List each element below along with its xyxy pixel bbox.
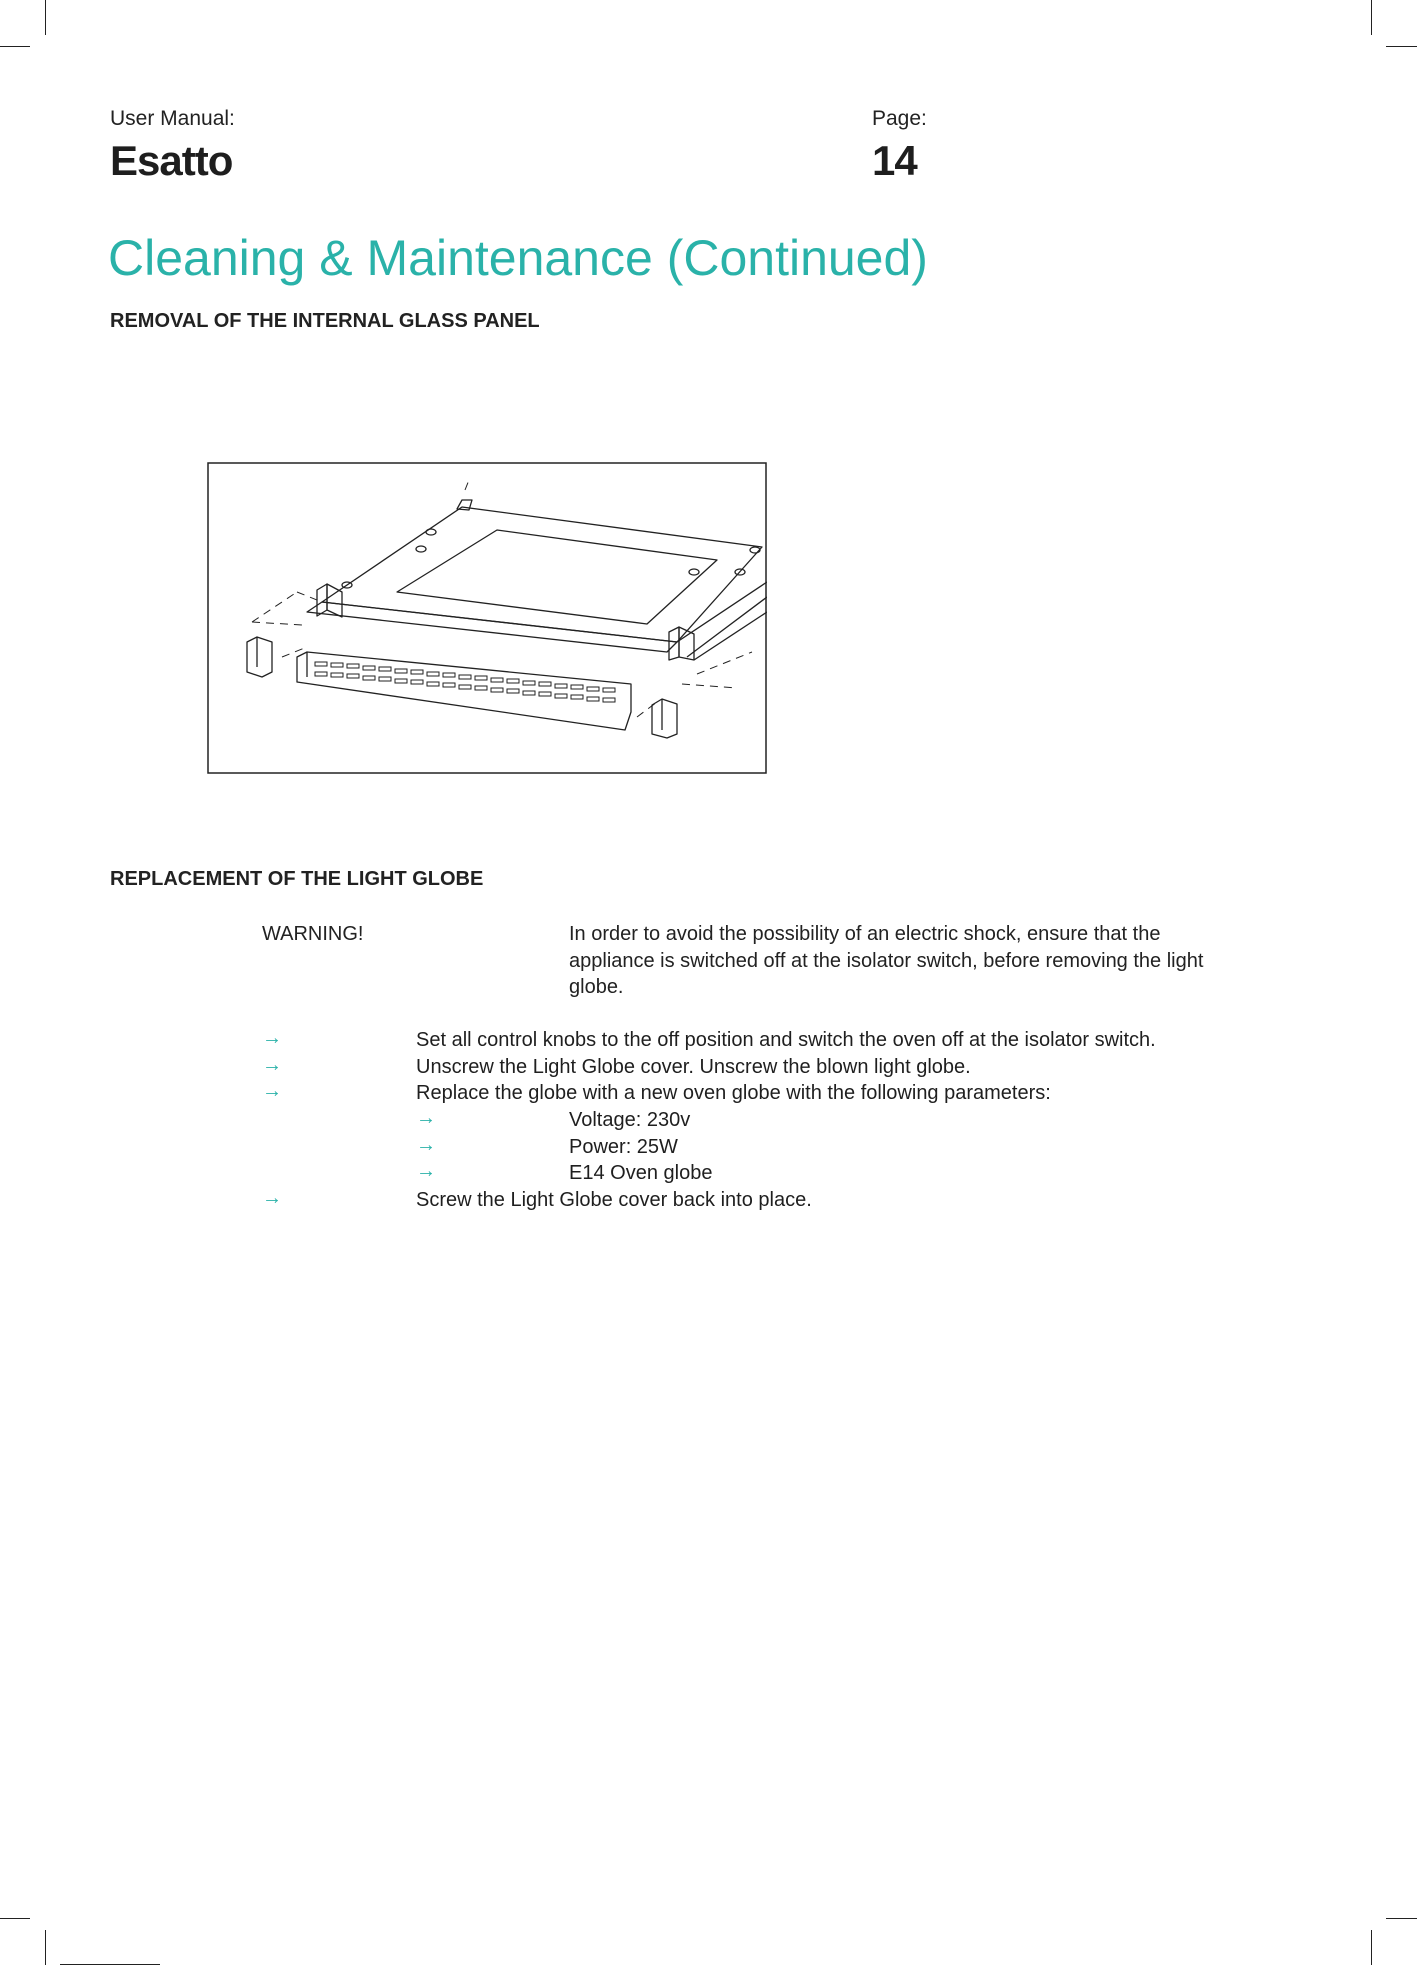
arrow-icon: → bbox=[416, 1134, 436, 1156]
page-label: Page: bbox=[872, 107, 927, 130]
crop-mark-bottom-left-v bbox=[45, 1930, 46, 1965]
section-heading-light-globe: REPLACEMENT OF THE LIGHT GLOBE bbox=[110, 868, 484, 890]
crop-mark-bottom-left-h bbox=[0, 1918, 30, 1919]
list-item: Unscrew the Light Globe cover. Unscrew the blown light globe. bbox=[416, 1056, 971, 1078]
warning-line: globe. bbox=[569, 976, 624, 998]
arrow-icon: → bbox=[416, 1160, 436, 1182]
crop-mark-top-left-v bbox=[45, 0, 46, 35]
brand-name: Esatto bbox=[110, 137, 233, 184]
arrow-icon: → bbox=[262, 1054, 282, 1076]
warning-text bbox=[569, 921, 1203, 1001]
parameter-item: E14 Oven globe bbox=[569, 1162, 713, 1184]
crop-mark-bottom-right-h bbox=[1386, 1918, 1417, 1919]
crop-mark-top-right-v bbox=[1371, 0, 1372, 35]
manual-label: User Manual: bbox=[110, 107, 235, 130]
arrow-icon: → bbox=[262, 1027, 282, 1049]
list-item: Set all control knobs to the off position and switch the oven off at the isolator switch. bbox=[416, 1029, 1156, 1051]
warning-label: WARNING! bbox=[262, 923, 364, 945]
warning-line: appliance is switched off at the isolator switch, before removing the light bbox=[569, 949, 1204, 972]
arrow-icon: → bbox=[416, 1107, 436, 1129]
list-item: Screw the Light Globe cover back into place. bbox=[416, 1189, 812, 1211]
list-item: Replace the globe with a new oven globe with the following parameters: bbox=[416, 1082, 1051, 1104]
arrow-icon: → bbox=[262, 1080, 282, 1102]
page-number: 14 bbox=[872, 137, 917, 184]
crop-mark-bottom-right-v bbox=[1371, 1930, 1372, 1965]
glass-panel-diagram bbox=[207, 462, 767, 774]
parameter-item: Power: 25W bbox=[569, 1136, 678, 1158]
crop-mark-top-left-h bbox=[0, 46, 30, 47]
arrow-icon: → bbox=[262, 1187, 282, 1209]
page-title: Cleaning & Maintenance (Continued) bbox=[108, 230, 928, 286]
warning-line: In order to avoid the possibility of an electric shock, ensure that the bbox=[569, 923, 1161, 945]
section-heading-glass-panel: REMOVAL OF THE INTERNAL GLASS PANEL bbox=[110, 310, 540, 332]
crop-mark-top-right-h bbox=[1386, 46, 1417, 47]
parameter-item: Voltage: 230v bbox=[569, 1109, 691, 1131]
